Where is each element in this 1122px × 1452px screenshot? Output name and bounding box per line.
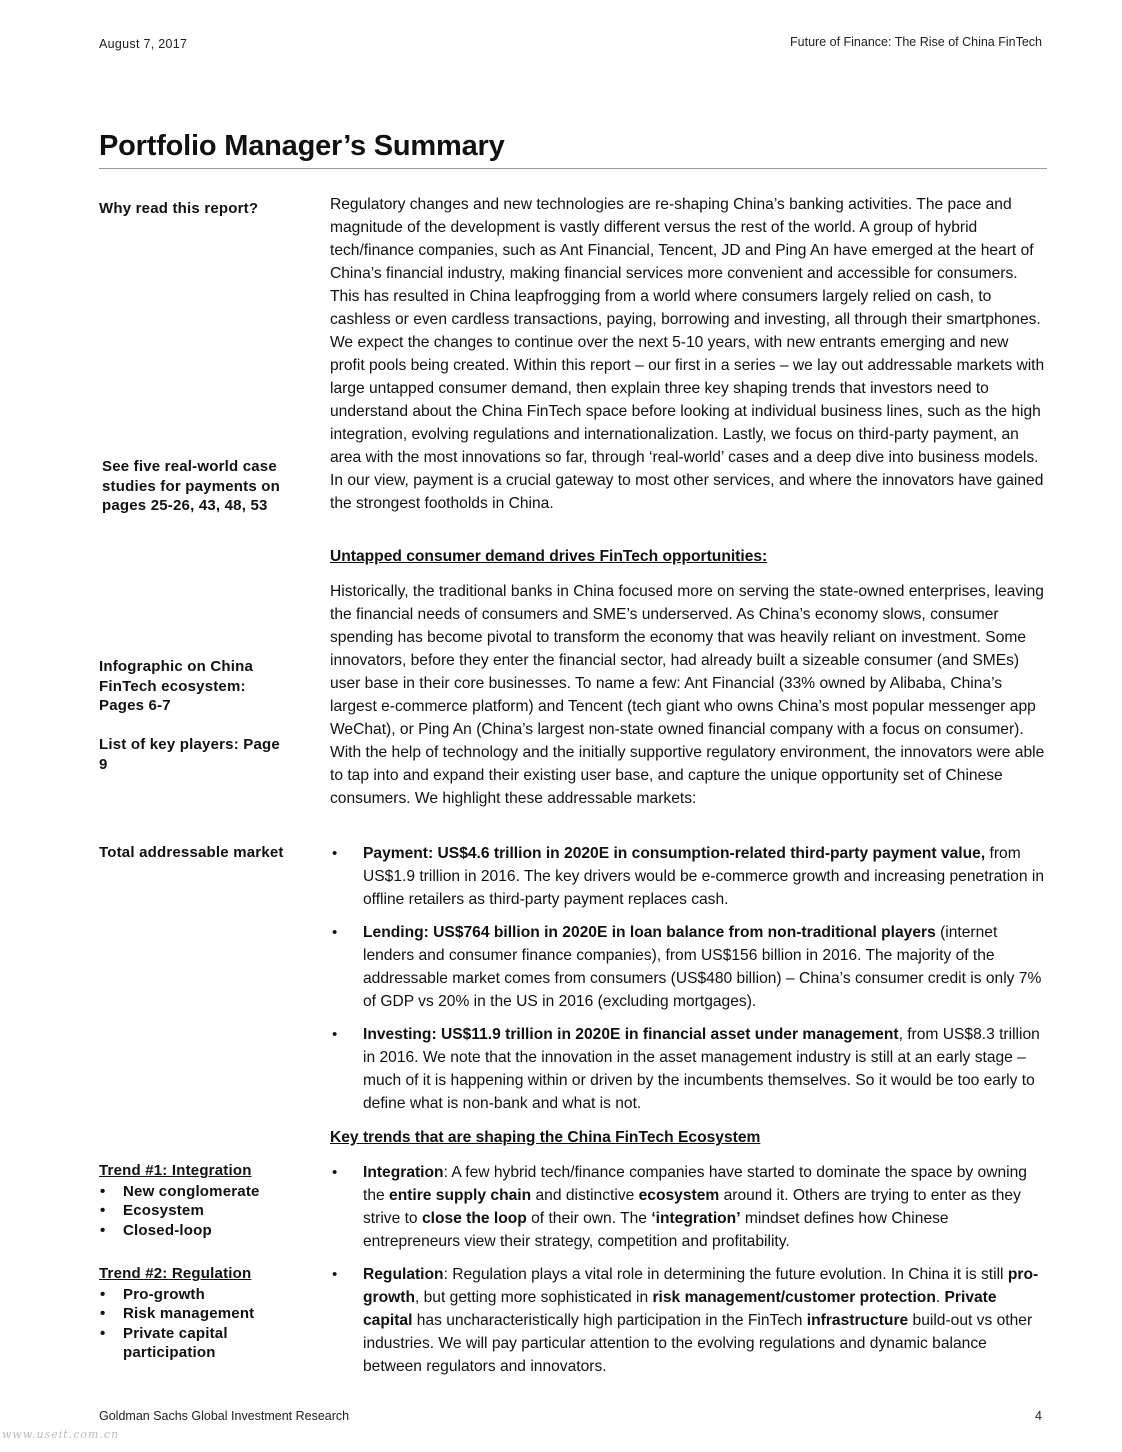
trend-2-item: • Pro-growth <box>99 1285 289 1305</box>
trend-1-item: • Closed-loop <box>99 1221 309 1241</box>
sidebar-why-read: Why read this report? <box>99 200 259 217</box>
trend-1-title: Trend #1: Integration <box>99 1162 252 1179</box>
sidebar-trend-2 <box>99 1264 289 1363</box>
demand-text: Historically, the traditional banks in China focused more on serving the state-owned enterprises, leaving the financial needs of consumers and SME’s underserved. As China’s economy slows, consumer spending has become pivotal to transform the economy that was heavily reliant on investment. Some innovators, before they enter the financial sector, had already built a sizeable consumer (and SMEs) user base in their core businesses. To name a few: Ant Financial (33% owned by Alibaba, China’s largest e-commerce platform) and Tencent (tech giant who owns China’s most popular messenger app WeChat), or Ping An (China’s largest non-state owned financial company with a focus on consumer). With the help of technology and the initially supportive regulatory environment, the innovators were able to tap into and expand their existing user base, and capture the unique opportunity set of Chinese consumers. We highlight these addressable markets: <box>330 583 1045 807</box>
intro-paragraph <box>330 193 1045 515</box>
intro-text: Regulatory changes and new technologies are re-shaping China’s banking activities. The pace and magnitude of the development is vastly different versus the rest of the world. A group of hybrid tech/finance companies, such as Ant Financial, Tencent, JD and Ping An have emerged at the heart of China’s financial industry, making financial services more convenient and accessible for consumers. This has resulted in China leapfrogging from a world where consumers largely relied on cash, to cashless or even cardless transactions, paying, borrowing and investing, all through their smartphones. We expect the changes to continue over the next 5-10 years, with new entrants emerging and new profit pools being created. Within this report – our first in a series – we lay out addressable markets with large untapped consumer demand, then explain three key shaping trends that investors need to understand about the China FinTech space before looking at individual business lines, such as the high integration, evolving regulations and internationalization. Lastly, we focus on third-party payment, an area with the most innovations so far, through ‘real-world’ cases and a deep dive into business models. In our view, payment is a crucial gateway to most other services, and where the innovators have gained the strongest footholds in China. <box>330 196 1045 512</box>
page-title: Portfolio Manager’s Summary <box>99 130 505 162</box>
sidebar-case-studies: See five real-world case studies for payments on pages 25-26, 43, 48, 53 <box>102 458 280 514</box>
watermark: www.useit.com.cn <box>2 1428 120 1441</box>
section-heading-trends: Key trends that are shaping the China FinTech Ecosystem <box>330 1129 761 1146</box>
demand-paragraph <box>330 580 1045 810</box>
sidebar-trend-1 <box>99 1161 309 1240</box>
trend-1-item: • Ecosystem <box>99 1201 309 1221</box>
section-heading-demand: Untapped consumer demand drives FinTech opportunities: <box>330 548 768 565</box>
trend-1-list <box>99 1182 309 1241</box>
list-item-regulation: • Regulation: Regulation plays a vital role in determining the future evolution. In China it is still pro-growth, but getting more sophisticated in risk management/customer protection. Private capital has uncharacteristically high participation in the FinTech infrastructure build-out vs other industries. We will pay particular attention to the evolving regulations and dynamic balance between regulators and innovators. <box>330 1263 1045 1378</box>
trend-2-item: • Risk management <box>99 1304 289 1324</box>
list-item-investing: • Investing: US$11.9 trillion in 2020E in financial asset under management, from US$8.3 trillion in 2016. We note that the innovation in the asset management industry is still at an early stage – much of it is happening within or driven by the incumbents themselves. So it would be too early to define what is non-bank and what is not. <box>330 1023 1045 1115</box>
list-item-lending: • Lending: US$764 billion in 2020E in loan balance from non-traditional players (internet lenders and consumer finance companies), from US$156 billion in 2016. The majority of the addressable market comes from consumers (US$480 billion) – China’s consumer credit is only 7% of GDP vs 20% in the US in 2016 (excluding mortgages). <box>330 921 1045 1013</box>
footer-page-number: 4 <box>1035 1409 1042 1423</box>
header-date: August 7, 2017 <box>99 37 188 51</box>
title-divider <box>99 168 1047 169</box>
list-item-payment: • Payment: US$4.6 trillion in 2020E in consumption-related third-party payment value, from US$1.9 trillion in 2016. The key drivers would be e-commerce growth and increasing penetration in offline retailers as third-party payment replaces cash. <box>330 842 1045 911</box>
trend-2-list <box>99 1285 289 1363</box>
sidebar-infographic: Infographic on China FinTech ecosystem: Pages 6-7 <box>99 658 253 714</box>
header-report-title: Future of Finance: The Rise of China FinTech <box>790 35 1042 49</box>
trends-list <box>330 1161 1045 1378</box>
sidebar-key-players: List of key players: Page 9 <box>99 736 280 773</box>
trend-2-item: • Private capital participation <box>99 1324 289 1363</box>
trend-2-title: Trend #2: Regulation <box>99 1265 252 1282</box>
addressable-markets-list <box>330 842 1045 1115</box>
trend-1-item: • New conglomerate <box>99 1182 309 1202</box>
list-item-integration: • Integration: A few hybrid tech/finance companies have started to dominate the space by owning the entire supply chain and distinctive ecosystem around it. Others are trying to enter as they strive to close the loop of their own. The ‘integration’ mindset defines how Chinese entrepreneurs view their strategy, competition and profitability. <box>330 1161 1045 1253</box>
sidebar-total-addressable-market: Total addressable market <box>99 844 284 861</box>
footer-publisher: Goldman Sachs Global Investment Research <box>99 1409 350 1423</box>
